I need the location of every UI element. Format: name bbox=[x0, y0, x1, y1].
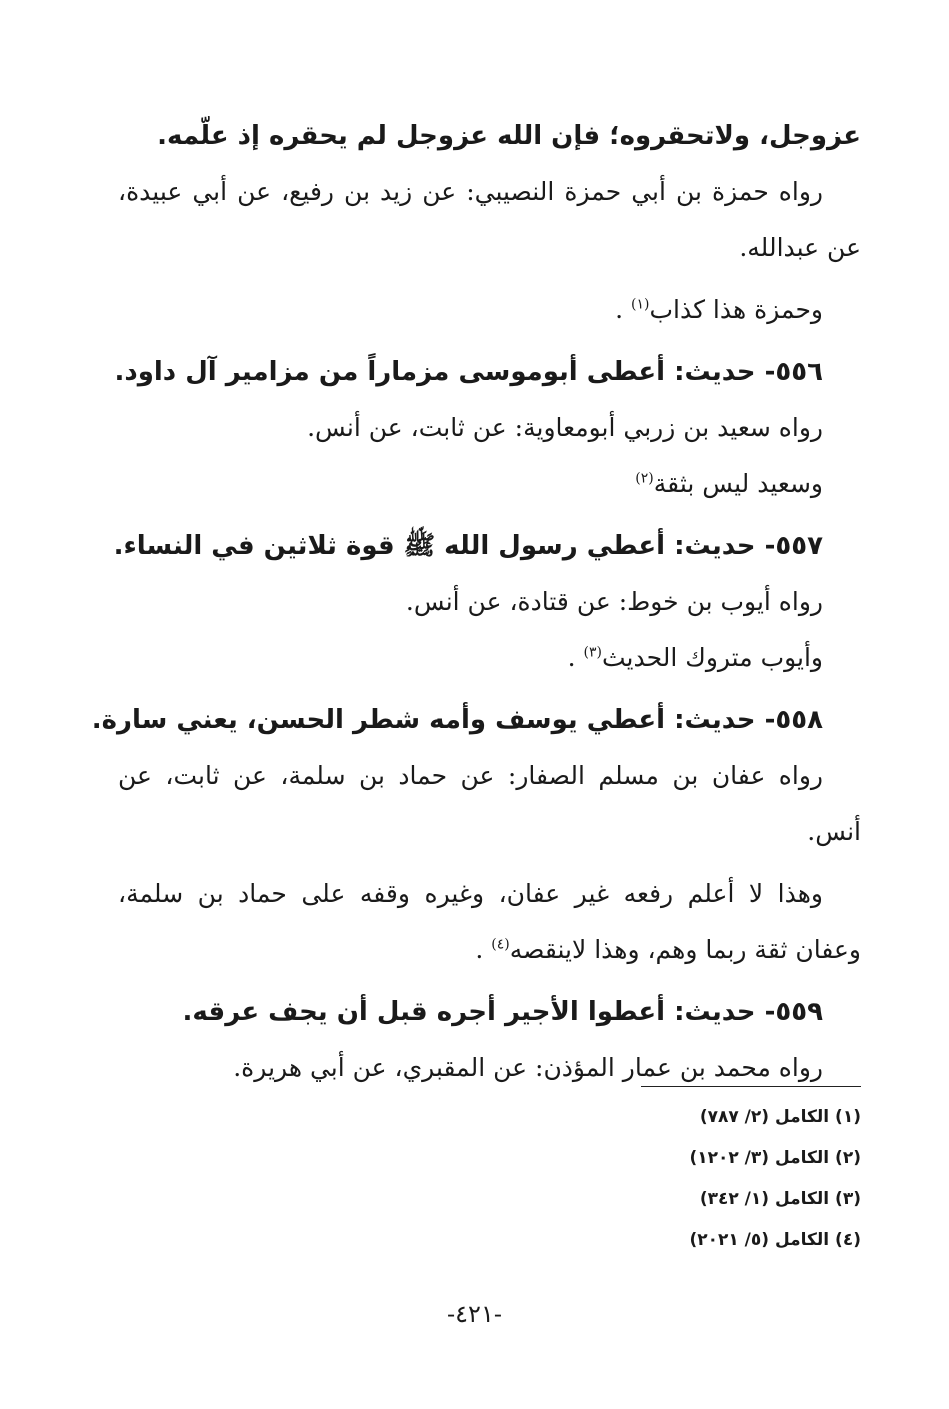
narration-line: رواه حمزة بن أبي حمزة النصيبي: عن زيد بن رفيع، عن أبي عبيدة، bbox=[118, 177, 823, 206]
narration-line: رواه أيوب بن خوط: عن قتادة، عن أنس. bbox=[405, 587, 823, 616]
footnote-ref: (٤) bbox=[491, 936, 510, 953]
narration-line: أنس. bbox=[807, 817, 861, 846]
narration-line: عن عبدالله. bbox=[739, 233, 861, 262]
hadith-heading-556: ٥٥٦- حديث: أعطى أبوموسى مزماراً من مزامير آل داود. bbox=[114, 357, 823, 387]
comment-line bbox=[118, 922, 861, 978]
period: . bbox=[475, 935, 484, 964]
period: . bbox=[567, 643, 576, 672]
footnote-divider bbox=[641, 1086, 861, 1087]
footnote-ref: (١) bbox=[631, 296, 650, 313]
hadith-heading-558: ٥٥٨- حديث: أعطي يوسف وأمه شطر الحسن، يعني سارة. bbox=[91, 705, 823, 735]
page-body bbox=[91, 108, 861, 1096]
footnotes bbox=[641, 1086, 861, 1261]
comment-text: وعفان ثقة ربما وهم، وهذا لاينقصه bbox=[509, 935, 861, 964]
period: . bbox=[615, 295, 624, 324]
footnote-3: (٣) الكامل (١/ ٣٤٢) bbox=[699, 1189, 861, 1209]
comment-line bbox=[118, 282, 861, 338]
comment-line bbox=[118, 630, 861, 686]
footnote-1: (١) الكامل (٢/ ٧٨٧) bbox=[699, 1107, 861, 1127]
page-number: -٤٢١- bbox=[447, 1300, 502, 1328]
hadith-continuation-line: عزوجل، ولاتحقروه؛ فإن الله عزوجل لم يحقره إذ علّمه. bbox=[157, 121, 861, 151]
footnote-4: (٤) الكامل (٥/ ٢٠٢١) bbox=[689, 1230, 861, 1250]
narration-line: رواه عفان بن مسلم الصفار: عن حماد بن سلمة، عن ثابت، عن bbox=[118, 761, 823, 790]
footnote-ref: (٣) bbox=[583, 644, 602, 661]
hadith-heading-559: ٥٥٩- حديث: أعطوا الأجير أجره قبل أن يجف عرقه. bbox=[182, 997, 823, 1027]
comment-text: وسعيد ليس بثقة bbox=[653, 469, 823, 498]
comment-line: وهذا لا أعلم رفعه غير عفان، وغيره وقفه على حماد بن سلمة، bbox=[118, 879, 823, 908]
footnote-2: (٢) الكامل (٣/ ١٢٠٢) bbox=[689, 1148, 861, 1168]
comment-text: وحمزة هذا كذاب bbox=[649, 295, 823, 324]
footnote-ref: (٢) bbox=[635, 470, 654, 487]
comment-text: وأيوب متروك الحديث bbox=[601, 643, 823, 672]
narration-line: رواه سعيد بن زربي أبومعاوية: عن ثابت، عن أنس. bbox=[307, 413, 823, 442]
hadith-heading-557: ٥٥٧- حديث: أعطي رسول الله ﷺ قوة ثلاثين في النساء. bbox=[113, 531, 823, 561]
narration-line: رواه محمد بن عمار المؤذن: عن المقبري، عن أبي هريرة. bbox=[233, 1053, 823, 1082]
comment-line bbox=[118, 456, 861, 512]
